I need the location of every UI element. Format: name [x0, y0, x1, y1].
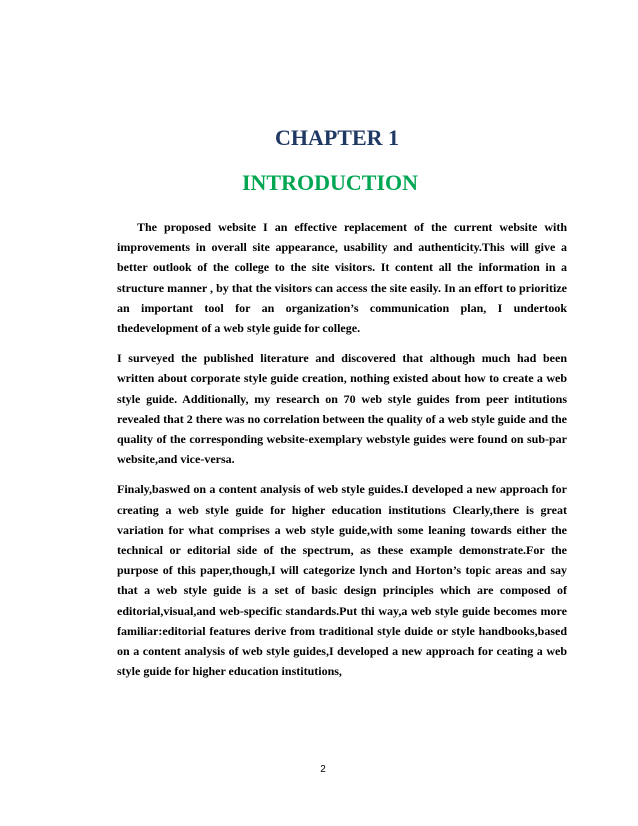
chapter-label: CHAPTER 1 — [274, 125, 400, 150]
paragraph-survey: I surveyed the published literature and discovered that although much had been written about corporate style guide creation, nothing existed about how to create a web style guide. Additionally, my research on 70 web style guides from peer intitutions revealed that 2 there was no correlation between the quality of a web style guide and the quality of the corresponding website-exemplary webstyle guides were found on sub-par website,and vice-versa. — [117, 351, 567, 467]
paragraph-intro: The proposed website I an effective replacement of the current website with improvements in overall site appearance, usability and authenticity.This will give a better outlook of the college to the site visitors. It content all the information in a structure manner , by that the visitors can access the site easily. In an effort to prioritize an important tool for an organization’s communication plan, I undertook thedevelopment of a web style guide for college. — [117, 220, 567, 336]
paragraph-approach: Finaly,baswed on a content analysis of web style guides.I developed a new approach for creating a web style guide for higher education institutions Clearly,there is great variation for what comprises a web style guide,with some leaning towards either the technical or editorial side of the spectrum, as these example demonstrate.For the purpose of this paper,though,I will categorize lynch and Horton’s topic areas and say that a web style guide is a set of basic design principles which are composed of editorial,visual,and web-specific standards.Put thi way,a web style guide becomes more familiar:editorial features derive from traditional style duide or style handbooks,based on a content analysis of web style guides,I developed a new approach for ceating a web style guide for higher education institutions, — [117, 482, 567, 679]
chapter-title: INTRODUCTION — [241, 170, 419, 195]
page-number: 2 — [320, 764, 326, 775]
body-text — [117, 217, 567, 691]
